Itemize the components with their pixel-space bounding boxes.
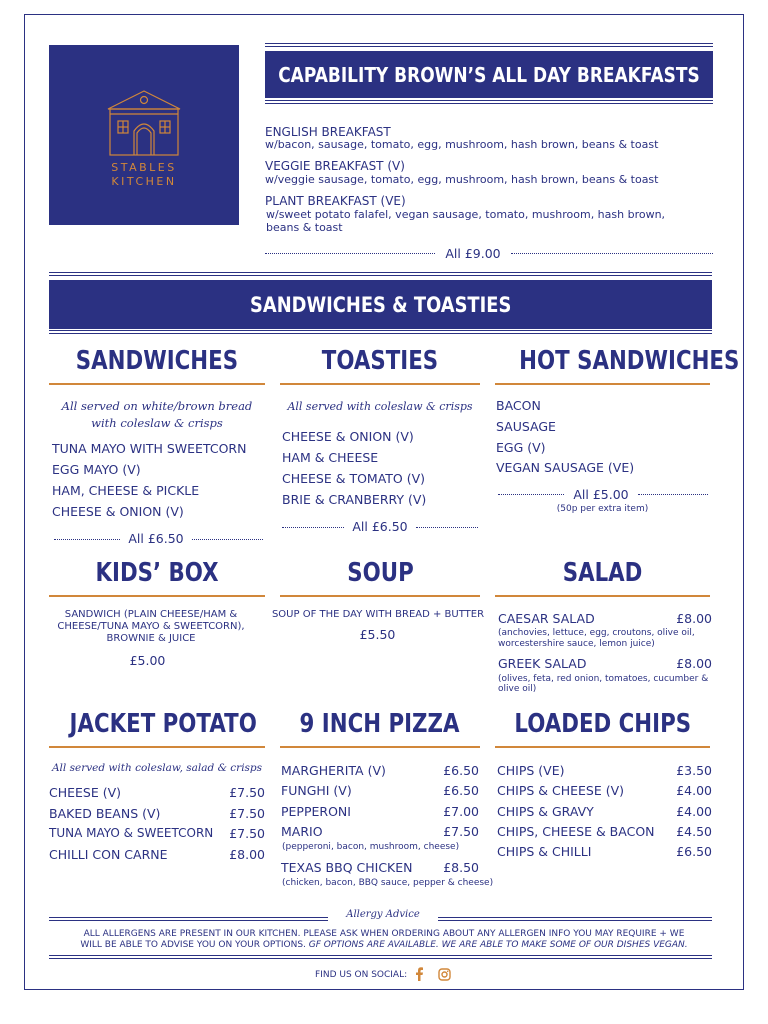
menu-item: EGG MAYO (V) xyxy=(52,462,141,477)
sandwiches-note: All served on white/brown bread with coleslaw & crisps xyxy=(61,399,253,430)
item-price: £4.00 xyxy=(676,783,712,798)
menu-item: CHILLI CON CARNE xyxy=(49,847,168,862)
menu-item: BRIE & CRANBERRY (V) xyxy=(282,492,427,507)
soup-heading: SOUP xyxy=(346,558,414,588)
stables-building-icon xyxy=(106,87,182,157)
breakfast-item-name: VEGGIE BREAKFAST (V) xyxy=(265,159,405,173)
kids-box-desc: SANDWICH (PLAIN CHEESE/HAM & CHEESE/TUNA MAYO & SWEETCORN), BROWNIE & JUICE xyxy=(57,609,245,644)
item-price: £8.50 xyxy=(443,860,479,875)
item-price: £6.50 xyxy=(443,783,479,798)
item-note: (pepperoni, bacon, mushroom, cheese) xyxy=(282,842,460,852)
menu-item: MARIO xyxy=(281,824,323,839)
item-note: worcestershire sauce, lemon juice) xyxy=(498,639,655,649)
kids-box-heading: KIDS’ BOX xyxy=(95,558,219,588)
menu-item: EGG (V) xyxy=(496,440,546,455)
menu-item: HAM, CHEESE & PICKLE xyxy=(52,483,200,498)
breakfast-title: CAPABILITY BROWN’S ALL DAY BREAKFASTS xyxy=(278,62,700,87)
hot-sandwiches-note: (50p per extra item) xyxy=(556,504,649,514)
sandwiches-top-rule xyxy=(49,272,712,276)
logo-text-stables: STABLES xyxy=(111,161,177,174)
menu-item: GREEK SALAD xyxy=(498,656,587,671)
orange-rule xyxy=(49,746,265,748)
menu-item: SAUSAGE xyxy=(496,419,556,434)
menu-item: HAM & CHEESE xyxy=(282,450,379,465)
toasties-price: All £6.50 xyxy=(352,519,408,534)
menu-item: CHIPS & GRAVY xyxy=(497,804,594,819)
dotted-rule xyxy=(638,494,708,495)
menu-item: TUNA MAYO & SWEETCORN xyxy=(49,826,214,840)
breakfast-item-desc-cont: beans & toast xyxy=(266,221,343,234)
menu-item: CHEESE (V) xyxy=(49,785,122,800)
hot-sandwiches-heading: HOT SANDWICHES xyxy=(519,346,740,376)
menu-item: CHIPS, CHEESE & BACON xyxy=(497,824,655,839)
item-price: £7.50 xyxy=(229,785,265,800)
social-label: FIND US ON SOCIAL: xyxy=(315,970,408,980)
breakfast-item-desc: w/bacon, sausage, tomato, egg, mushroom, hash brown, beans & toast xyxy=(265,138,659,151)
menu-item: CHIPS & CHILLI xyxy=(497,844,592,859)
jacket-potato-note: All served with coleslaw, salad & crisps xyxy=(51,762,263,774)
menu-item: CAESAR SALAD xyxy=(498,611,595,626)
sandwiches-banner-title: SANDWICHES & TOASTIES xyxy=(249,292,512,317)
item-price: £6.50 xyxy=(443,763,479,778)
item-note: (anchovies, lettuce, egg, croutons, olive oil, xyxy=(498,628,695,638)
sandwiches-bottom-rule xyxy=(49,330,712,334)
item-price: £6.50 xyxy=(676,844,712,859)
item-note: (chicken, bacon, BBQ sauce, pepper & cheese) xyxy=(282,878,494,888)
logo-block xyxy=(49,45,239,225)
menu-item: CHEESE & TOMATO (V) xyxy=(282,471,426,486)
breakfast-item-desc: w/veggie sausage, tomato, egg, mushroom, hash brown, beans & toast xyxy=(265,173,659,186)
facebook-icon[interactable] xyxy=(414,967,424,981)
dotted-rule xyxy=(416,527,478,528)
allergy-rule-right xyxy=(438,917,712,921)
menu-item: CHIPS & CHEESE (V) xyxy=(497,783,625,798)
kids-box-price: £5.00 xyxy=(129,653,166,668)
allergy-title: Allergy Advice xyxy=(346,909,420,920)
breakfast-item-name: PLANT BREAKFAST (VE) xyxy=(265,194,406,208)
breakfast-price: All £9.00 xyxy=(445,246,501,261)
soup-desc: SOUP OF THE DAY WITH BREAD + BUTTER xyxy=(271,609,485,620)
orange-rule xyxy=(280,383,480,385)
allergy-text-line1: ALL ALLERGENS ARE PRESENT IN OUR KITCHEN. PLEASE ASK WHEN ORDERING ABOUT ANY ALLERGEN INFO YOU MAY REQUIRE + WE xyxy=(83,929,685,939)
item-note: (olives, feta, red onion, tomatoes, cucumber & xyxy=(498,674,709,684)
menu-item: VEGAN SAUSAGE (VE) xyxy=(496,460,635,475)
item-price: £8.00 xyxy=(676,656,712,671)
item-price: £4.50 xyxy=(676,824,712,839)
item-price: £7.50 xyxy=(229,826,265,841)
logo-text-kitchen: KITCHEN xyxy=(111,175,177,188)
jacket-potato-heading: JACKET POTATO xyxy=(69,709,257,739)
dotted-rule xyxy=(265,253,435,254)
item-price: £7.50 xyxy=(443,824,479,839)
menu-item: BACON xyxy=(496,398,541,413)
instagram-icon[interactable] xyxy=(438,968,451,981)
item-price: £7.00 xyxy=(443,804,479,819)
item-price: £8.00 xyxy=(229,847,265,862)
menu-item: BAKED BEANS (V) xyxy=(49,806,161,821)
orange-rule xyxy=(49,595,265,597)
dotted-rule xyxy=(498,494,564,495)
item-price: £8.00 xyxy=(676,611,712,626)
item-price: £3.50 xyxy=(676,763,712,778)
menu-item: TUNA MAYO WITH SWEETCORN xyxy=(52,441,247,456)
sandwiches-price: All £6.50 xyxy=(128,531,184,546)
breakfast-bottom-rule xyxy=(265,100,713,104)
menu-item: CHIPS (VE) xyxy=(497,763,565,778)
orange-rule xyxy=(280,746,480,748)
orange-rule xyxy=(495,383,710,385)
orange-rule xyxy=(495,746,710,748)
hot-sandwiches-price: All £5.00 xyxy=(573,487,629,502)
sandwiches-banner xyxy=(49,280,712,329)
dotted-rule xyxy=(54,539,120,540)
menu-item: FUNGHI (V) xyxy=(281,783,352,798)
breakfast-item-desc: w/sweet potato falafel, vegan sausage, tomato, mushroom, hash brown, xyxy=(266,208,666,221)
breakfast-item-name: ENGLISH BREAKFAST xyxy=(265,125,391,139)
salad-heading: SALAD xyxy=(562,558,643,588)
menu-item: CHEESE & ONION (V) xyxy=(282,429,414,444)
dotted-rule xyxy=(282,527,344,528)
allergy-rule-left xyxy=(49,917,328,921)
menu-item: PEPPERONI xyxy=(281,804,351,819)
orange-rule xyxy=(49,383,265,385)
orange-rule xyxy=(280,595,480,597)
pizza-heading: 9 INCH PIZZA xyxy=(300,709,460,739)
footer-rule xyxy=(49,955,712,959)
orange-rule xyxy=(495,595,710,597)
dotted-rule xyxy=(192,539,263,540)
item-price: £4.00 xyxy=(676,804,712,819)
toasties-heading: TOASTIES xyxy=(321,346,439,376)
loaded-chips-heading: LOADED CHIPS xyxy=(514,709,692,739)
allergy-text-line2: WILL BE ABLE TO ADVISE YOU ON YOUR OPTIONS. GF OPTIONS ARE AVAILABLE. WE ARE ABLE TO MAKE SOME OF OUR DISHES VEGAN. xyxy=(80,940,688,950)
item-price: £7.50 xyxy=(229,806,265,821)
menu-item: TEXAS BBQ CHICKEN xyxy=(281,860,413,875)
breakfast-top-rule xyxy=(265,43,713,47)
menu-item: CHEESE & ONION (V) xyxy=(52,504,184,519)
sandwiches-heading: SANDWICHES xyxy=(75,346,239,376)
item-note: olive oil) xyxy=(498,684,537,694)
toasties-note: All served with coleslaw & crisps xyxy=(287,400,473,413)
menu-item: MARGHERITA (V) xyxy=(281,763,386,778)
breakfast-banner xyxy=(265,51,713,98)
soup-price: £5.50 xyxy=(359,627,396,642)
dotted-rule xyxy=(511,253,713,254)
